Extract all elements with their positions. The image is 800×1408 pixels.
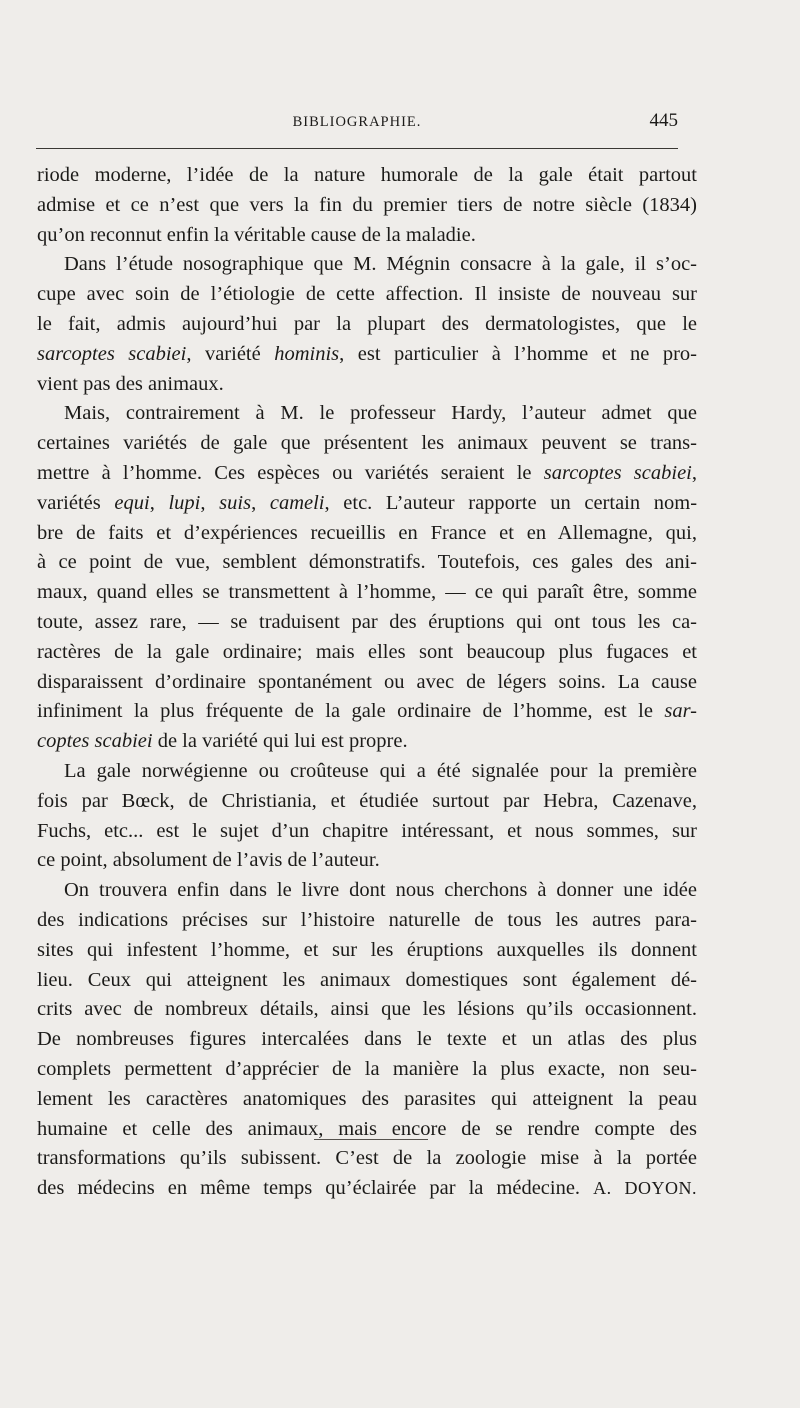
- text-segment: De nombreuses figures intercalées dans le texte et un atlas des plus: [37, 1028, 697, 1051]
- text-line: [37, 191, 697, 221]
- text-segment: , variété: [186, 342, 275, 365]
- text-line: [37, 489, 697, 519]
- text-segment: lement les caractères anatomiques des parasites qui atteignent la peau: [37, 1087, 697, 1110]
- text-line: [37, 519, 697, 549]
- text-segment: riode moderne, l’idée de la nature humorale de la gale était partout: [37, 164, 697, 186]
- text-segment: humaine et celle des animaux, mais encore de se rendre compte des: [37, 1117, 697, 1140]
- text-segment: Dans l’étude nosographique que M. Mégnin consacre à la gale, il s’oc-: [64, 253, 697, 276]
- text-segment: , est particulier à l’homme et ne pro-: [339, 342, 697, 365]
- text-segment: ,: [149, 491, 169, 514]
- text-line: [37, 1025, 697, 1055]
- text-line: [37, 370, 697, 400]
- text-line: [37, 548, 697, 578]
- running-head: [36, 110, 678, 138]
- text-line: [37, 638, 697, 668]
- text-segment: fois par Bœck, de Christiania, et étudiée surtout par Hebra, Cazenave,: [37, 789, 697, 812]
- text-line: [37, 906, 697, 936]
- text-segment: lieu. Ceux qui atteignent les animaux domestiques sont également dé-: [37, 968, 697, 991]
- text-segment: sites qui infestent l’homme, et sur les éruptions auxquelles ils donnent: [37, 938, 697, 961]
- italic-term: hominis: [274, 342, 340, 365]
- text-line: [37, 399, 697, 429]
- text-line: [37, 578, 697, 608]
- text-segment: crits avec de nombreux détails, ainsi que les lésions qu’ils occasionnent.: [37, 998, 697, 1021]
- text-segment: bre de faits et d’expériences recueillis en France et en Allemagne, qui,: [37, 521, 697, 544]
- text-segment: mettre à l’homme. Ces espèces ou variétés seraient le: [37, 461, 544, 484]
- text-line: [37, 787, 697, 817]
- body-text: [37, 161, 697, 1204]
- text-segment: des indications précises sur l’histoire naturelle de tous les autres para-: [37, 908, 697, 931]
- text-segment: des médecins en même temps qu’éclairée par la médecine.: [37, 1177, 581, 1200]
- text-segment: Fuchs, etc... est le sujet d’un chapitre intéressant, et nous sommes, sur: [37, 819, 697, 842]
- text-segment: de la variété qui lui est propre.: [152, 730, 408, 753]
- text-line: [37, 429, 697, 459]
- text-segment: admise et ce n’est que vers la fin du premier tiers de notre siècle (1834): [37, 193, 697, 216]
- italic-term: sar-: [664, 700, 697, 723]
- italic-term: lupi: [168, 491, 201, 514]
- text-segment: qu’on reconnut enfin la véritable cause de la maladie.: [37, 223, 476, 246]
- text-segment: variétés: [37, 491, 115, 514]
- header-rule: [36, 148, 678, 149]
- text-line: [37, 310, 697, 340]
- text-line: [37, 936, 697, 966]
- text-line: [37, 280, 697, 310]
- text-segment: infiniment la plus fréquente de la gale ordinaire de l’homme, est le: [37, 700, 665, 723]
- text-line: [37, 876, 697, 906]
- text-line: [37, 668, 697, 698]
- italic-term: sarcoptes scabiei: [543, 461, 692, 484]
- text-segment: complets permettent d’apprécier de la manière la plus exacte, non seu-: [37, 1057, 697, 1080]
- italic-term: suis: [219, 491, 252, 514]
- text-segment: vient pas des animaux.: [37, 372, 224, 395]
- running-title: BIBLIOGRAPHIE.: [292, 114, 422, 130]
- text-segment: On trouvera enfin dans le livre dont nous cherchons à donner une idée: [64, 879, 697, 902]
- italic-term: cameli: [269, 491, 325, 514]
- italic-term: sarcoptes scabiei: [37, 342, 187, 365]
- text-line: [37, 221, 697, 251]
- text-line: [37, 608, 697, 638]
- text-segment: Mais, contrairement à M. le professeur Hardy, l’auteur admet que: [64, 402, 697, 425]
- text-segment: à ce point de vue, semblent démonstratifs. Toutefois, ces gales des ani-: [37, 551, 697, 574]
- italic-term: equi: [114, 491, 150, 514]
- text-line: [37, 250, 697, 280]
- text-segment: le fait, admis aujourd’hui par la plupart des dermatologistes, que le: [37, 312, 697, 335]
- text-segment: La gale norwégienne ou croûteuse qui a été signalée pour la première: [64, 759, 697, 782]
- text-line: [37, 995, 697, 1025]
- text-segment: ,: [200, 491, 220, 514]
- text-line: [37, 757, 697, 787]
- text-line: [37, 817, 697, 847]
- text-line: [37, 846, 697, 876]
- author-signature: A. DOYON.: [593, 1178, 697, 1199]
- text-line: [37, 727, 697, 757]
- text-line: [37, 1144, 697, 1174]
- text-line: [37, 697, 697, 727]
- text-segment: ce point, absolument de l’avis de l’auteur.: [37, 849, 380, 872]
- text-line: [37, 459, 697, 489]
- text-segment: , etc. L’auteur rapporte un certain nom-: [324, 491, 697, 514]
- text-segment: disparaissent d’ordinaire spontanément ou avec de légers soins. La cause: [37, 670, 697, 693]
- text-line: [37, 1055, 697, 1085]
- end-rule: [314, 1139, 428, 1140]
- text-segment: ,: [691, 461, 697, 484]
- text-segment: maux, quand elles se transmettent à l’homme, — ce qui paraît être, somme: [37, 581, 697, 604]
- text-segment: certaines variétés de gale que présentent les animaux peuvent se trans-: [37, 432, 697, 455]
- text-segment: ractères de la gale ordinaire; mais elles sont beaucoup plus fugaces et: [37, 640, 697, 663]
- text-line: [37, 161, 697, 191]
- text-line: [37, 1085, 697, 1115]
- text-segment: transformations qu’ils subissent. C’est de la zoologie mise à la portée: [37, 1147, 697, 1170]
- italic-term: coptes scabiei: [37, 730, 153, 753]
- text-segment: cupe avec soin de l’étiologie de cette affection. Il insiste de nouveau sur: [37, 283, 697, 306]
- text-segment: ,: [251, 491, 270, 514]
- text-line: [37, 966, 697, 996]
- text-line: [37, 1174, 697, 1204]
- text-segment: toute, assez rare, — se traduisent par des éruptions qui ont tous les ca-: [37, 610, 697, 633]
- page-number: 445: [649, 110, 678, 131]
- text-line: [37, 340, 697, 370]
